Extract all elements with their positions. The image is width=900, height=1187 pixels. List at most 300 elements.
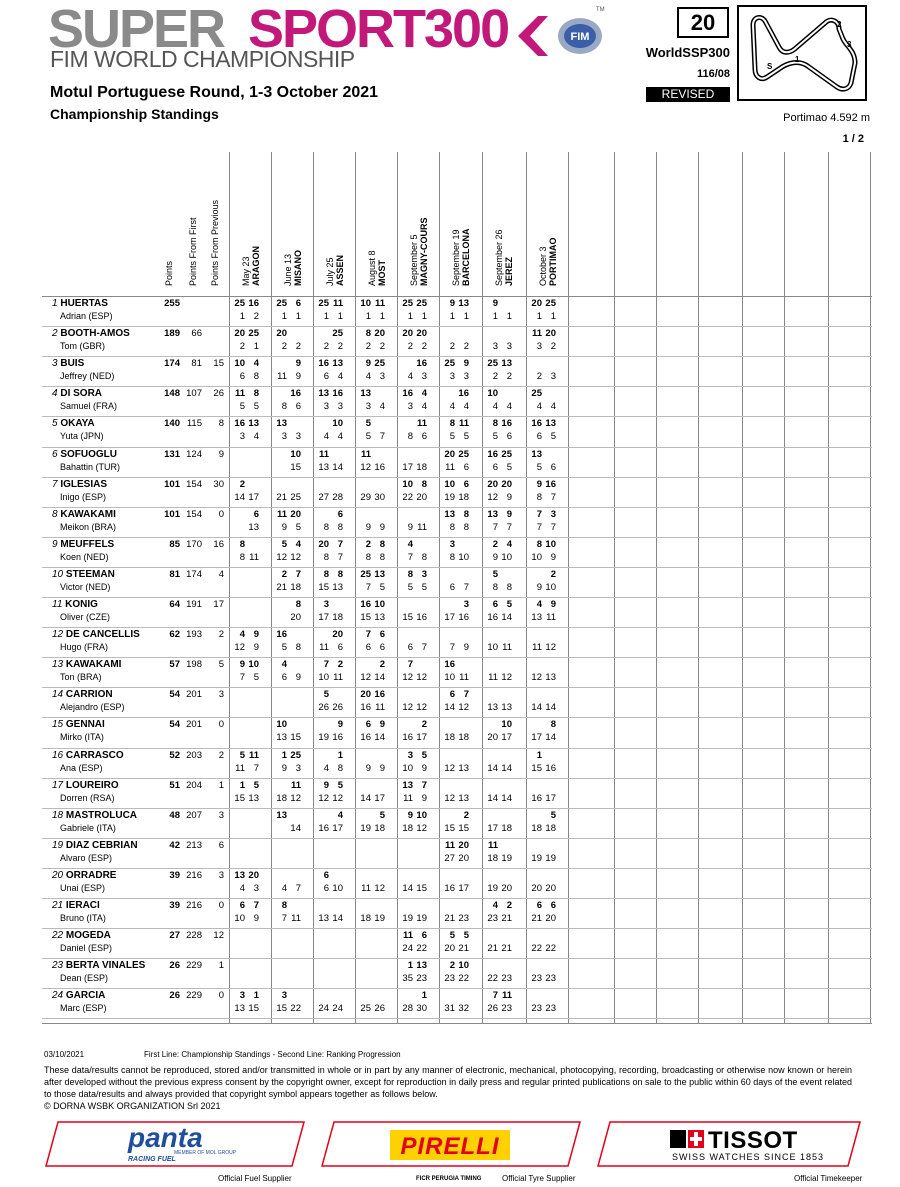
race2-rank: 11: [249, 551, 259, 563]
rider-nation: NED: [92, 371, 112, 382]
race2-rank: 12: [374, 882, 385, 894]
race2-rank: 8: [337, 521, 343, 533]
race2-points: 8: [463, 508, 469, 520]
race2-rank: 22: [416, 943, 427, 955]
race2-rank: 5: [253, 401, 259, 413]
race2-rank: 6: [463, 461, 469, 473]
rider-position: 20: [52, 869, 64, 881]
race2-points: 6: [337, 508, 343, 520]
logo-trademark: TM: [596, 7, 605, 13]
points-from-first: 204: [186, 779, 202, 791]
race2-rank: 9: [421, 792, 427, 804]
rider-name: [52, 750, 124, 761]
race1-rank: 8: [281, 401, 287, 413]
race1-rank: 11: [488, 672, 498, 684]
race1-rank: 12: [276, 551, 287, 563]
table-row: [42, 296, 872, 326]
race2-rank: 7: [421, 642, 427, 654]
circuit-length: Portimao 4.592 m: [783, 112, 870, 124]
race1-rank: 5: [536, 461, 542, 473]
tissot-caption: Official Timekeeper: [794, 1174, 863, 1183]
race1-rank: 4: [449, 401, 455, 413]
race2-points: 11: [374, 298, 385, 309]
race2-points: 9: [295, 358, 301, 370]
race2-points: 5: [506, 599, 512, 610]
rider-name: [52, 780, 119, 791]
race1-rank: 4: [323, 431, 329, 443]
race2-rank: 16: [458, 612, 469, 623]
points-from-first: 207: [186, 809, 202, 821]
race1-points: 11: [487, 839, 498, 851]
race1-rank: 14: [402, 882, 413, 894]
race1-rank: 12: [531, 672, 542, 684]
race2-points: 5: [337, 779, 343, 791]
race2-rank: 8: [337, 762, 343, 774]
ficr-timing-text: FICR PERUGIA TIMING: [416, 1176, 482, 1182]
race2-rank: 13: [248, 521, 259, 533]
rider-name: [52, 449, 117, 460]
rider-nation: FRA: [87, 642, 106, 653]
race1-rank: 15: [402, 612, 413, 623]
race1-rank: 16: [444, 882, 455, 894]
race1-rank: 2: [323, 341, 329, 353]
rider-surname: IERACI: [65, 900, 100, 911]
event-title: Motul Portuguese Round, 1-3 October 2021: [50, 84, 379, 101]
rider-position: 18: [52, 809, 64, 821]
race2-points: 16: [248, 298, 259, 309]
race1-rank: 18: [276, 792, 287, 804]
rider-position: 5: [52, 418, 58, 430]
race2-rank: 9: [295, 371, 301, 383]
race1-rank: 7: [239, 672, 245, 684]
race1-rank: 7: [492, 521, 498, 533]
rider-name: [52, 810, 137, 821]
rider-firstname-nation: Victor (NED): [60, 581, 111, 592]
rider-firstname-nation: Yuta (JPN): [60, 431, 104, 442]
race1-rank: 9: [365, 521, 371, 533]
race2-points: 6: [463, 478, 469, 490]
race1-points: 2: [365, 538, 371, 550]
rider-nation: JPN: [83, 431, 101, 442]
race1-points: 20: [531, 298, 542, 309]
points-from-previous: 0: [218, 508, 224, 520]
table-row: [42, 778, 872, 808]
race2-points: 10: [545, 538, 556, 550]
race1-rank: 25: [360, 1003, 371, 1015]
race2-rank: 1: [550, 311, 556, 322]
race1-rank: 19: [360, 822, 371, 834]
rider-position: 8: [52, 508, 58, 520]
race1-rank: 2: [407, 341, 413, 353]
points-from-first: 198: [186, 659, 202, 671]
race2-rank: 2: [421, 341, 427, 353]
race2-rank: 16: [332, 732, 343, 744]
race2-rank: 12: [416, 702, 427, 714]
race1-rank: 9: [492, 551, 498, 563]
supersport300-logo: [48, 0, 648, 72]
race1-rank: 19: [531, 852, 542, 864]
rider-firstname: Yuta: [60, 431, 79, 442]
race2-rank: 4: [550, 401, 556, 413]
race1-rank: 9: [365, 762, 371, 774]
race1-points: 11: [360, 448, 371, 460]
race2-points: 10: [374, 599, 385, 610]
race2-rank: 18: [290, 581, 301, 593]
rider-points: 54: [169, 689, 180, 701]
race1-rank: 6: [323, 371, 329, 383]
race1-points: 16: [234, 418, 245, 430]
rider-points: 26: [169, 960, 180, 972]
table-row: [42, 537, 872, 567]
track-map: [737, 5, 867, 101]
portimao-track-icon: [739, 7, 865, 99]
race2-points: 20: [290, 508, 301, 520]
points-from-previous: 0: [218, 990, 224, 1002]
race1-points: 5: [239, 749, 245, 761]
race1-rank: 15: [444, 822, 455, 834]
round-header-barcelona: [451, 229, 472, 287]
race2-rank: 17: [545, 792, 556, 804]
race2-points: 8: [421, 478, 427, 490]
race2-points: 11: [248, 749, 259, 761]
rider-firstname-nation: Bruno (ITA): [60, 913, 106, 923]
table-row: [42, 657, 872, 687]
rider-surname: BERTA VINALES: [65, 960, 146, 972]
race1-points: 25: [531, 388, 542, 400]
race2-rank: 4: [421, 401, 427, 413]
race1-points: 10: [487, 388, 498, 400]
start-label: S: [767, 62, 773, 71]
rider-surname: GARCIA: [65, 990, 106, 1002]
table-row: [42, 958, 872, 988]
race2-rank: 11: [375, 702, 385, 714]
points-from-previous: 17: [213, 599, 224, 610]
race1-rank: 10: [318, 672, 329, 684]
rider-firstname: Koen: [60, 551, 82, 562]
race1-points: 25: [276, 298, 287, 309]
rider-firstname: Ton: [60, 672, 75, 683]
race1-points: 4: [536, 599, 542, 610]
race2-points: 4: [421, 388, 427, 400]
race2-rank: 6: [337, 642, 343, 654]
race2-points: 8: [295, 599, 301, 610]
round-venue: MAGNY-COURS: [419, 217, 430, 286]
points-from-first: 203: [186, 749, 202, 761]
rider-firstname-nation: Hugo (FRA): [60, 642, 109, 653]
race2-rank: 20: [290, 612, 301, 623]
rider-firstname: Daniel: [60, 943, 86, 954]
race1-points: 9: [407, 809, 413, 821]
rider-firstname: Marc: [60, 1003, 80, 1014]
race2-rank: 11: [291, 913, 301, 924]
race2-rank: 12: [458, 702, 469, 714]
points-from-previous-header: Points From Previous: [210, 199, 220, 286]
points-from-previous: 6: [218, 839, 224, 851]
rider-firstname-nation: Adrian (ESP): [60, 311, 113, 321]
race1-rank: 17: [402, 461, 413, 473]
race2-points: 2: [337, 659, 343, 671]
race1-rank: 18: [487, 852, 498, 864]
race2-rank: 4: [506, 401, 512, 413]
points-from-first: 107: [186, 388, 202, 400]
race2-rank: 8: [463, 521, 469, 533]
rider-points: 52: [169, 749, 180, 761]
race2-rank: 13: [458, 762, 469, 774]
race2-rank: 1: [463, 311, 469, 322]
race2-rank: 19: [416, 913, 427, 924]
table-row: [42, 356, 872, 386]
tissot-tagline: SWISS WATCHES SINCE 1853: [672, 1152, 825, 1162]
tissot-logo-text: TISSOT: [708, 1127, 798, 1154]
race2-points: 4: [253, 358, 259, 370]
rider-position: 21: [52, 900, 64, 911]
race1-rank: 12: [318, 792, 329, 804]
race2-points: 1: [421, 990, 427, 1002]
race1-rank: 35: [402, 973, 413, 985]
rider-surname: DIAZ CEBRIAN: [65, 839, 138, 851]
race1-rank: 13: [276, 732, 287, 744]
race1-points: 8: [323, 568, 329, 580]
race1-rank: 11: [319, 642, 329, 654]
points-from-previous: 26: [213, 388, 224, 400]
rider-nation: ESP: [103, 702, 122, 713]
race2-rank: 19: [545, 852, 556, 864]
race2-points: 7: [253, 900, 259, 911]
race1-rank: 1: [281, 311, 287, 322]
race1-rank: 6: [449, 581, 455, 593]
race1-rank: 17: [487, 822, 498, 834]
race2-rank: 9: [295, 672, 301, 684]
rider-surname: SOFUOGLU: [60, 448, 118, 460]
rider-name: [52, 930, 111, 941]
race1-points: 4: [239, 629, 245, 641]
race1-rank: 15: [234, 792, 245, 804]
table-row: [42, 988, 872, 1018]
race1-rank: 20: [444, 943, 455, 955]
race1-rank: 1: [407, 311, 413, 322]
race2-rank: 4: [379, 401, 385, 413]
race1-points: 6: [239, 900, 245, 911]
race2-points: 25: [501, 448, 512, 460]
race1-rank: 24: [318, 1003, 329, 1015]
race1-points: 6: [492, 599, 498, 610]
race1-points: 25: [402, 298, 413, 309]
race2-rank: 28: [332, 491, 343, 503]
race2-rank: 15: [416, 882, 427, 894]
race1-rank: 13: [318, 913, 329, 924]
race1-rank: 11: [445, 461, 455, 473]
race2-points: 7: [463, 689, 469, 701]
race2-rank: 4: [253, 431, 259, 443]
panta-member-text: MEMBER OF MOL GROUP: [174, 1150, 237, 1156]
race1-rank: 4: [281, 882, 287, 894]
race2-points: 6: [550, 900, 556, 911]
race1-points: 25: [318, 298, 329, 309]
race1-rank: 11: [403, 792, 413, 804]
race1-rank: 15: [318, 581, 329, 593]
race1-rank: 10: [531, 551, 542, 563]
round-header-jerez: [494, 229, 515, 286]
race1-rank: 7: [407, 551, 413, 563]
race1-points: 5: [281, 538, 287, 550]
race1-rank: 4: [492, 401, 498, 413]
table-row: [42, 808, 872, 838]
race2-rank: 13: [501, 702, 512, 714]
rider-surname: OKAYA: [60, 418, 95, 430]
rider-surname: MASTROLUCA: [65, 809, 138, 821]
rider-firstname-nation: Bahattin (TUR): [60, 461, 121, 472]
rider-nation: NED: [86, 551, 106, 562]
rider-firstname: Jeffrey: [60, 371, 87, 382]
race1-points: 10: [234, 358, 245, 370]
points-from-previous: 1: [218, 960, 224, 972]
rider-points: 57: [169, 659, 180, 671]
points-from-previous: 15: [213, 358, 224, 370]
table-row: [42, 928, 872, 958]
race2-rank: 23: [416, 973, 427, 985]
rider-nation: ESP: [85, 1003, 104, 1014]
race1-rank: 3: [536, 341, 542, 353]
rider-name: [52, 719, 105, 730]
race1-rank: 16: [360, 732, 371, 744]
race2-points: 3: [550, 508, 556, 520]
race1-points: 20: [402, 328, 413, 340]
race2-rank: 14: [501, 612, 512, 623]
race1-rank: 1: [449, 311, 455, 322]
table-row: [42, 597, 872, 627]
points-from-first: 191: [186, 599, 202, 610]
race2-points: 25: [332, 328, 343, 340]
rider-position: 22: [52, 930, 64, 942]
race1-points: 1: [407, 960, 413, 972]
race2-points: 5: [379, 809, 385, 821]
turn-1-label: 1: [795, 55, 800, 64]
table-row: [42, 326, 872, 356]
rider-surname: KAWAKAMI: [65, 659, 122, 671]
race1-rank: 26: [318, 702, 329, 714]
race1-rank: 3: [323, 401, 329, 413]
race2-rank: 26: [374, 1003, 385, 1015]
race1-rank: 8: [536, 491, 542, 503]
race1-points: 5: [365, 418, 371, 430]
race1-rank: 12: [360, 461, 371, 473]
race1-points: 7: [492, 990, 498, 1002]
race1-points: 5: [492, 568, 498, 580]
race2-rank: 4: [337, 431, 343, 443]
race2-points: 11: [458, 418, 469, 430]
race1-rank: 10: [444, 672, 455, 684]
race2-rank: 3: [337, 401, 343, 413]
race2-rank: 18: [374, 822, 385, 834]
race1-rank: 13: [234, 1003, 245, 1015]
race2-points: 10: [332, 418, 343, 430]
race2-rank: 1: [379, 311, 385, 322]
race1-rank: 22: [531, 943, 542, 955]
race1-rank: 6: [492, 461, 498, 473]
rider-surname: MOGEDA: [65, 930, 111, 942]
race2-points: 2: [506, 900, 512, 911]
rider-firstname: Bruno: [60, 913, 85, 923]
table-row: [42, 838, 872, 868]
race2-points: 1: [253, 990, 259, 1002]
race2-rank: 10: [545, 581, 556, 593]
race2-points: 16: [416, 358, 427, 370]
rider-firstname: Tom: [60, 341, 78, 352]
race1-points: 16: [444, 659, 455, 671]
pirelli-caption: Official Tyre Supplier: [502, 1174, 576, 1183]
race2-rank: 6: [421, 431, 427, 443]
race1-rank: 20: [487, 732, 498, 744]
race1-rank: 4: [323, 762, 329, 774]
rider-nation: BRA: [94, 521, 114, 532]
race1-points: 5: [449, 930, 455, 942]
race1-points: 16: [276, 629, 287, 641]
race1-rank: 20: [531, 882, 542, 894]
logo-super-text: SUPER: [48, 0, 225, 59]
points-from-previous: 3: [218, 689, 224, 701]
race1-points: 4: [407, 538, 413, 550]
round-number-box: 20: [677, 7, 729, 38]
race1-rank: 3: [492, 341, 498, 353]
race2-rank: 6: [379, 642, 385, 654]
race1-rank: 19: [402, 913, 413, 924]
rider-name: [52, 479, 107, 490]
race1-points: 2: [449, 960, 455, 972]
race2-rank: 3: [550, 371, 556, 383]
rider-position: 16: [52, 749, 64, 761]
race1-points: 7: [536, 508, 542, 520]
race2-points: 5: [550, 809, 556, 821]
race1-rank: 23: [444, 973, 455, 985]
rider-surname: ORRADRE: [65, 869, 117, 881]
race2-points: 7: [337, 538, 343, 550]
race1-points: 8: [492, 418, 498, 430]
race1-points: 25: [444, 358, 455, 370]
points-from-first: 216: [186, 869, 202, 881]
points-from-previous: 0: [218, 900, 224, 911]
rider-name: [52, 569, 115, 580]
rider-nation: ESP: [91, 943, 110, 954]
race2-points: 6: [253, 508, 259, 520]
race2-rank: 7: [253, 762, 259, 774]
race2-rank: 11: [459, 672, 469, 684]
race1-rank: 15: [276, 1003, 287, 1015]
race1-rank: 11: [277, 371, 287, 383]
round-venue: JEREZ: [504, 256, 515, 286]
race2-rank: 17: [501, 732, 512, 744]
rider-position: 9: [52, 538, 58, 550]
race1-points: 16: [318, 358, 329, 370]
race2-points: 9: [337, 719, 343, 731]
race1-rank: 12: [402, 702, 413, 714]
race1-points: 7: [365, 629, 371, 641]
rider-points: 26: [169, 990, 180, 1002]
race1-points: 6: [365, 719, 371, 731]
race2-points: 3: [463, 599, 469, 610]
rider-nation: RSA: [93, 792, 112, 803]
race2-rank: 21: [501, 943, 512, 955]
row-divider: [42, 1018, 872, 1019]
points-from-first: 170: [186, 538, 202, 550]
race2-rank: 14: [290, 822, 301, 834]
sponsor-pirelli: [318, 1118, 588, 1184]
panta-caption: Official Fuel Supplier: [218, 1174, 292, 1183]
race2-rank: 6: [295, 401, 301, 413]
points-from-previous: 5: [218, 659, 224, 671]
rider-firstname: Unai: [60, 882, 79, 893]
points-from-previous: 9: [218, 448, 224, 460]
rider-position: 19: [52, 839, 64, 851]
